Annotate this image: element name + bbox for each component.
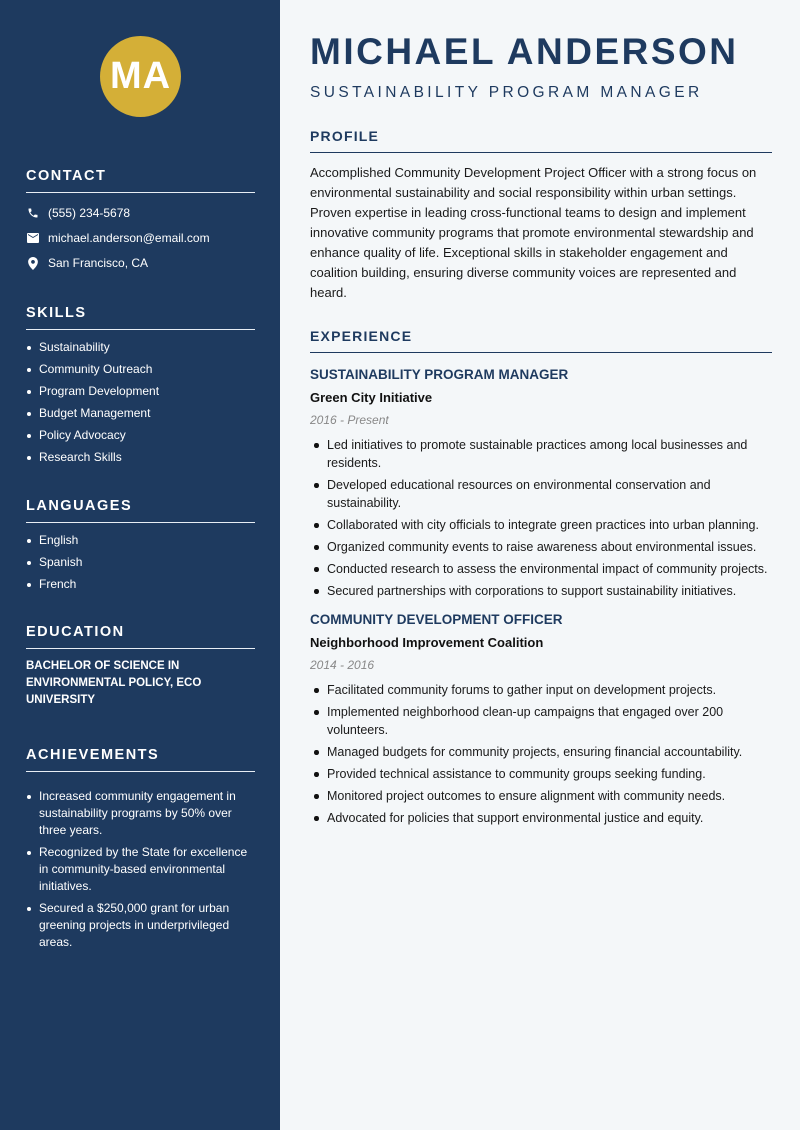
email-icon — [26, 231, 40, 245]
achievements-section — [26, 747, 255, 956]
contact-phone — [26, 206, 255, 220]
job-entry — [310, 612, 772, 827]
job-bullet: Collaborated with city officials to integrate green practices into urban planning. — [310, 516, 772, 534]
job-bullet: Led initiatives to promote sustainable practices among local businesses and residents. — [310, 436, 772, 472]
job-title: SUSTAINABILITY PROGRAM MANAGER — [310, 367, 569, 382]
profile-section — [310, 128, 772, 303]
location-text: San Francisco, CA — [48, 256, 149, 270]
job-bullets — [310, 436, 772, 600]
job-bullet: Advocated for policies that support environmental justice and equity. — [310, 809, 772, 827]
skill-item: Policy Advocacy — [26, 427, 255, 444]
language-item: Spanish — [26, 554, 255, 571]
job-bullet: Facilitated community forums to gather input on development projects. — [310, 681, 772, 699]
phone-icon — [26, 206, 40, 220]
job-bullet: Provided technical assistance to community groups seeking funding. — [310, 765, 772, 783]
job-org: Neighborhood Improvement Coalition — [310, 635, 544, 650]
experience-section — [310, 328, 772, 831]
languages-section — [26, 498, 255, 598]
achievement-item: Increased community engagement in sustainability programs by 50% over three years. — [26, 788, 255, 839]
job-bullet: Managed budgets for community projects, ensuring financial accountability. — [310, 743, 772, 761]
experience-heading: EXPERIENCE — [310, 328, 772, 353]
job-bullet: Organized community events to raise awareness about environmental issues. — [310, 538, 772, 556]
job-dates: 2016 - Present — [310, 413, 389, 427]
contact-email — [26, 231, 255, 245]
achievements-heading: ACHIEVEMENTS — [26, 747, 255, 772]
languages-heading: LANGUAGES — [26, 498, 255, 523]
candidate-role: SUSTAINABILITY PROGRAM MANAGER — [310, 84, 703, 101]
contact-location — [26, 256, 255, 270]
avatar-initials: MA — [109, 55, 172, 97]
skills-list — [26, 339, 255, 466]
job-bullet: Implemented neighborhood clean-up campaigns that engaged over 200 volunteers. — [310, 703, 772, 739]
skills-heading: SKILLS — [26, 305, 255, 330]
job-bullets — [310, 681, 772, 827]
avatar — [100, 36, 181, 117]
skill-item: Research Skills — [26, 449, 255, 466]
job-title: COMMUNITY DEVELOPMENT OFFICER — [310, 612, 563, 627]
language-item: French — [26, 576, 255, 593]
education-degree: BACHELOR OF SCIENCE IN ENVIRONMENTAL POLICY, ECO UNIVERSITY — [26, 660, 202, 706]
achievements-list — [26, 788, 255, 951]
job-bullet: Secured partnerships with corporations to support sustainability initiatives. — [310, 582, 772, 600]
job-org: Green City Initiative — [310, 390, 433, 405]
candidate-name: MICHAEL ANDERSON — [310, 31, 739, 72]
skill-item: Community Outreach — [26, 361, 255, 378]
language-item: English — [26, 532, 255, 549]
skills-section — [26, 305, 255, 471]
email-text[interactable]: michael.anderson@email.com — [48, 231, 210, 245]
skill-item: Program Development — [26, 383, 255, 400]
job-bullet: Monitored project outcomes to ensure alignment with community needs. — [310, 787, 772, 805]
achievement-item: Recognized by the State for excellence in community-based environmental initiatives. — [26, 844, 255, 895]
languages-list — [26, 532, 255, 593]
contact-heading: CONTACT — [26, 168, 255, 193]
skill-item: Budget Management — [26, 405, 255, 422]
sidebar — [0, 0, 280, 1130]
phone-text: (555) 234-5678 — [48, 206, 131, 220]
profile-heading: PROFILE — [310, 128, 772, 153]
location-icon — [26, 256, 40, 270]
education-section — [26, 624, 255, 709]
achievement-item: Secured a $250,000 grant for urban greening projects in underprivileged areas. — [26, 900, 255, 951]
job-bullet: Conducted research to assess the environmental impact of community projects. — [310, 560, 772, 578]
job-entry — [310, 367, 772, 600]
job-dates: 2014 - 2016 — [310, 658, 375, 672]
job-bullet: Developed educational resources on environmental conservation and sustainability. — [310, 476, 772, 512]
education-heading: EDUCATION — [26, 624, 255, 649]
contact-section — [26, 168, 255, 270]
profile-text: Accomplished Community Development Project Officer with a strong focus on environmental sustainability and social responsibility within urban settings. Proven expertise in leading cross-functional teams to design and implement innovative community programs that promote environmental stewardship and enhance quality of life. Exceptional skills in stakeholder engagement and coalition building, ensuring diverse community voices are represented and heard. — [310, 165, 757, 300]
skill-item: Sustainability — [26, 339, 255, 356]
